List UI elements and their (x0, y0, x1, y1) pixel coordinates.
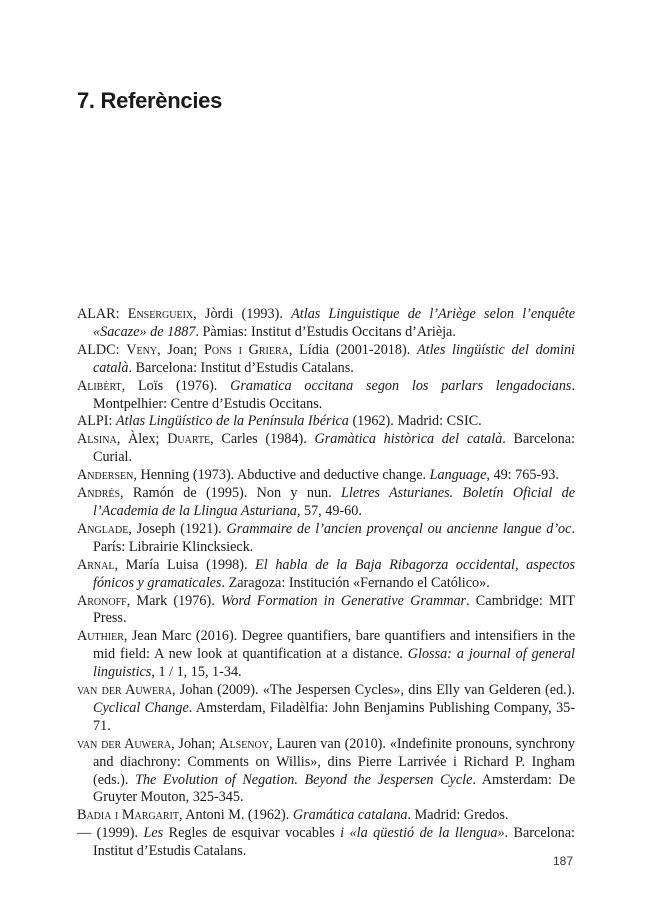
reference-entry: Andrés, Ramón de (1995). Non y nun. Lletres Asturianes. Boletín Oficial de l’Academia de la Llingua Asturiana, 57, 49-60. (77, 485, 575, 519)
reference-entry: van der Auwera, Johan; Alsenoy, Lauren van (2010). «Indefinite pronouns, synchrony and diachrony: Comments on Willis», dins Pierre Larrivée i Richard P. Ingham (eds.). The Evolution of Negation. Beyond the Jespersen Cycle. Amsterdam: De Gruyter Mouton, 325-345. (77, 735, 576, 806)
reference-entry: — (1999). Les Regles de esquivar vocables i «la qüestió de la llengua». Barcelona: Institut d’Estudis Catalans. (77, 825, 575, 860)
reference-list (77, 306, 575, 861)
reference-entry: ALDC: Veny, Joan; Pons i Griera, Lídia (2001-2018). Atles lingüístic del domini català. Barcelona: Institut d’Estudis Catalans. (77, 341, 576, 376)
reference-entry: Badia i Margarit, Antoni M. (1962). Gramática catalana. Madrid: Gredos. (77, 807, 509, 824)
reference-entry: ALAR: Ensergueix, Jòrdi (1993). Atlas Linguistique de l’Ariège selon l’enquête «Sacaze» de 1887. Pàmias: Institut d’Estudis Occitans d’Arièja. (77, 306, 576, 340)
page-number: 187 (553, 854, 574, 868)
reference-entry: Aronoff, Mark (1976). Word Formation in Generative Grammar. Cambridge: MIT Press. (77, 592, 575, 627)
reference-entry: ALPI: Atlas Lingüístico de la Península Ibérica (1962). Madrid: CSIC. (77, 413, 482, 430)
reference-entry: Alibèrt, Loïs (1976). Gramatica occitana segon los parlars lengadocians. Montpelhier: Centre d’Estudis Occitans. (77, 377, 575, 412)
reference-entry: Anglade, Joseph (1921). Grammaire de l’ancien provençal ou ancienne langue d’oc. París: Librairie Klincksieck. (77, 520, 575, 555)
reference-entry: Alsina, Àlex; Duarte, Carles (1984). Gramàtica històrica del català. Barcelona: Curial. (77, 431, 575, 466)
reference-entry: Authier, Jean Marc (2016). Degree quantifiers, bare quantifiers and intensifiers in the mid field: A new look at quantification at a distance. Glossa: a journal of general linguistics, 1 / 1, 15, 1-34. (77, 628, 575, 681)
reference-entry: Andersen, Henning (1973). Abductive and deductive change. Language, 49: 765-93. (77, 467, 559, 484)
reference-entry: van der Auwera, Johan (2009). «The Jespersen Cycles», dins Elly van Gelderen (ed.). Cyclical Change. Amsterdam, Filadèlfia: John Benjamins Publishing Company, 35-71. (77, 682, 575, 734)
reference-entry: Arnal, María Luisa (1998). El habla de la Baja Ribagorza occidental, aspectos fónicos y gramaticales. Zaragoza: Institución «Fernando el Católico». (77, 556, 575, 591)
section-title: 7. Referències (77, 88, 222, 113)
